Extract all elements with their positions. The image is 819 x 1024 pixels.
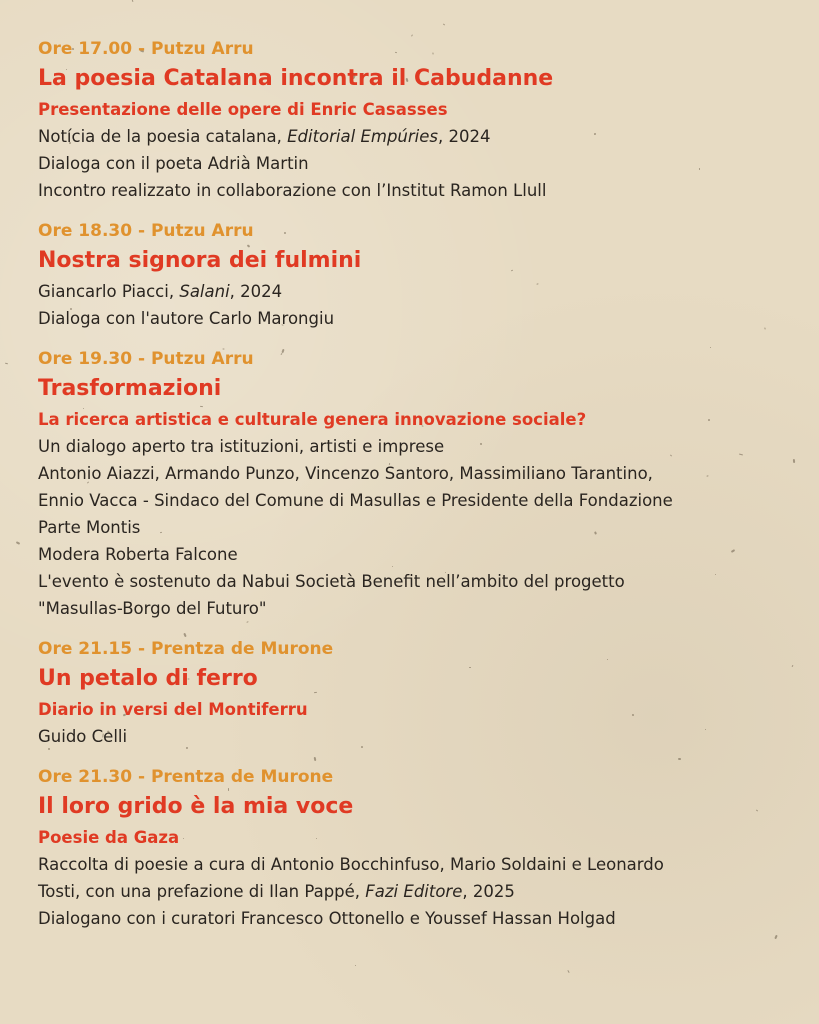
event-subtitle: La ricerca artistica e culturale genera innovazione sociale?	[38, 410, 587, 429]
detail-text: Parte Montis	[38, 518, 141, 537]
detail-text: Dialoga con il poeta Adrià Martin	[38, 154, 309, 173]
event-title: Trasformazioni	[38, 376, 222, 401]
detail-text: , 2025	[462, 882, 515, 901]
event-detail-line	[38, 177, 798, 204]
detail-text: L'evento è sostenuto da Nabui Società Benefit nell’ambito del progetto	[38, 572, 625, 591]
event-time: Ore 19.30 - Putzu Arru	[38, 349, 254, 369]
event-block	[38, 636, 798, 750]
event-title: Un petalo di ferro	[38, 666, 258, 691]
detail-text: Notícia de la poesia catalana,	[38, 127, 288, 146]
detail-text: Incontro realizzato in collaborazione con l’Institut Ramon Llull	[38, 181, 547, 200]
event-detail-line	[38, 305, 798, 332]
event-detail-line	[38, 851, 798, 878]
paper-speck	[132, 0, 134, 2]
event-time: Ore 17.00 - Putzu Arru	[38, 39, 254, 59]
event-block	[38, 346, 798, 622]
event-title: La poesia Catalana incontra il Cabudanne	[38, 66, 554, 91]
event-detail-line	[38, 595, 798, 622]
event-subtitle: Presentazione delle opere di Enric Casasses	[38, 100, 448, 119]
event-detail-line	[38, 878, 798, 905]
paper-speck	[355, 965, 356, 966]
event-detail-line	[38, 123, 798, 150]
event-detail-line	[38, 568, 798, 595]
publisher-italic: Fazi Editore	[365, 882, 463, 901]
event-block	[38, 764, 798, 932]
event-subtitle: Diario in versi del Montiferru	[38, 700, 308, 719]
event-detail-line	[38, 541, 798, 568]
event-subtitle: Poesie da Gaza	[38, 828, 180, 847]
event-time: Ore 18.30 - Putzu Arru	[38, 221, 254, 241]
detail-text: Modera Roberta Falcone	[38, 545, 238, 564]
detail-text: Antonio Aiazzi, Armando Punzo, Vincenzo Santoro, Massimiliano Tarantino,	[38, 464, 653, 483]
event-detail-line	[38, 723, 798, 750]
event-time: Ore 21.30 - Prentza de Murone	[38, 767, 334, 787]
detail-text: "Masullas-Borgo del Futuro"	[38, 599, 267, 618]
event-title: Il loro grido è la mia voce	[38, 794, 354, 819]
detail-text: Guido Celli	[38, 727, 128, 746]
detail-text: Giancarlo Piacci,	[38, 282, 180, 301]
detail-text: Tosti, con una prefazione di Ilan Pappé,	[38, 882, 366, 901]
event-detail-line	[38, 487, 798, 514]
event-detail-line	[38, 905, 798, 932]
publisher-italic: Editorial Empúries	[287, 127, 438, 146]
publisher-italic: Salani	[179, 282, 230, 301]
detail-text: Dialoga con l'autore Carlo Marongiu	[38, 309, 335, 328]
detail-text: Raccolta di poesie a cura di Antonio Bocchinfuso, Mario Soldaini e Leonardo	[38, 855, 664, 874]
event-title: Nostra signora dei fulmini	[38, 248, 362, 273]
event-block	[38, 36, 798, 204]
detail-text: Un dialogo aperto tra istituzioni, artisti e imprese	[38, 437, 445, 456]
detail-text: , 2024	[438, 127, 491, 146]
event-detail-line	[38, 150, 798, 177]
event-detail-line	[38, 278, 798, 305]
event-time: Ore 21.15 - Prentza de Murone	[38, 639, 334, 659]
detail-text: , 2024	[229, 282, 283, 301]
event-detail-line	[38, 433, 798, 460]
event-detail-line	[38, 514, 798, 541]
event-block	[38, 218, 798, 332]
program-schedule	[38, 36, 798, 946]
detail-text: Dialogano con i curatori Francesco Ottonello e Youssef Hassan Holgad	[38, 909, 616, 928]
event-detail-line	[38, 460, 798, 487]
detail-text: Ennio Vacca - Sindaco del Comune di Masullas e Presidente della Fondazione	[38, 491, 673, 510]
